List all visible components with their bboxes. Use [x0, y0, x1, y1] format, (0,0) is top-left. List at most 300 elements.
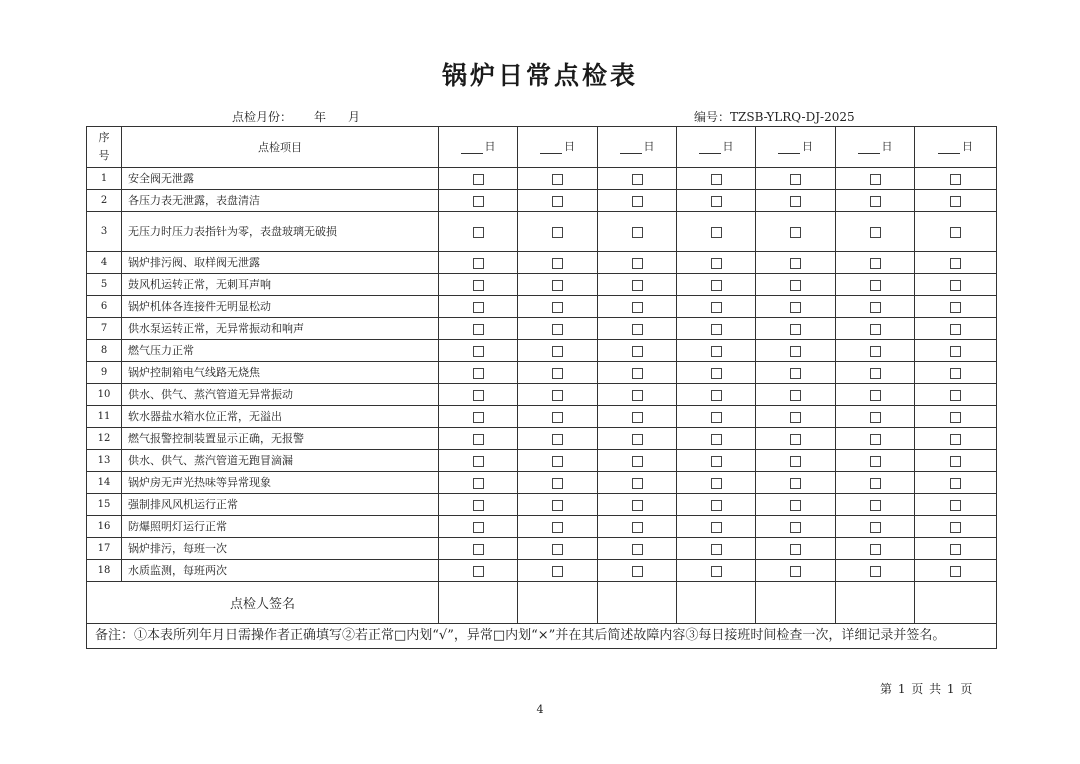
day-column-header: [518, 127, 598, 168]
day-check-cell: [756, 362, 836, 384]
checkbox-icon[interactable]: [790, 544, 801, 555]
day-check-cell: [836, 516, 915, 538]
checkbox-icon[interactable]: [950, 500, 961, 511]
form-code: [694, 108, 855, 125]
month-label: 点检月份：: [232, 110, 293, 124]
checkbox-icon[interactable]: [950, 258, 961, 269]
day-unit: 日: [881, 139, 893, 153]
checkbox-icon[interactable]: [870, 566, 881, 577]
day-check-cell: [518, 472, 598, 494]
day-check-cell: [598, 274, 677, 296]
day-check-cell: [518, 190, 598, 212]
day-check-cell: [439, 190, 518, 212]
checkbox-icon[interactable]: [711, 522, 722, 533]
checkbox-icon[interactable]: [711, 258, 722, 269]
checkbox-icon[interactable]: [632, 227, 643, 238]
check-item: 强制排风风机运行正常: [122, 494, 439, 516]
checkbox-icon[interactable]: [790, 258, 801, 269]
day-check-cell: [756, 472, 836, 494]
day-check-cell: [439, 318, 518, 340]
day-check-cell: [836, 428, 915, 450]
checkbox-icon[interactable]: [552, 544, 563, 555]
day-check-cell: [915, 296, 997, 318]
table-row: [87, 340, 997, 362]
table-row: [87, 318, 997, 340]
table-row: [87, 560, 997, 582]
checkbox-icon[interactable]: [711, 544, 722, 555]
item-header: 点检项目: [122, 127, 439, 168]
row-number: 1: [87, 168, 122, 190]
day-check-cell: [915, 538, 997, 560]
row-number: 12: [87, 428, 122, 450]
checkbox-icon[interactable]: [632, 368, 643, 379]
checkbox-icon[interactable]: [790, 196, 801, 207]
day-check-cell: [518, 212, 598, 252]
checkbox-icon[interactable]: [632, 544, 643, 555]
day-check-cell: [598, 494, 677, 516]
check-item: 锅炉排污，每班一次: [122, 538, 439, 560]
checkbox-icon[interactable]: [711, 434, 722, 445]
day-check-cell: [677, 560, 756, 582]
checkbox-icon[interactable]: [632, 390, 643, 401]
table-row: [87, 212, 997, 252]
day-check-cell: [677, 538, 756, 560]
day-blank-line[interactable]: [858, 143, 880, 154]
table-row: [87, 494, 997, 516]
day-blank-line[interactable]: [778, 143, 800, 154]
day-check-cell: [439, 362, 518, 384]
signature-cell[interactable]: [439, 582, 518, 624]
row-number: 13: [87, 450, 122, 472]
day-check-cell: [598, 428, 677, 450]
day-check-cell: [677, 274, 756, 296]
checkbox-icon[interactable]: [473, 280, 484, 291]
checkbox-icon[interactable]: [473, 544, 484, 555]
checkbox-icon[interactable]: [870, 258, 881, 269]
checkbox-icon[interactable]: [950, 434, 961, 445]
check-item: 防爆照明灯运行正常: [122, 516, 439, 538]
checkbox-icon[interactable]: [632, 412, 643, 423]
row-number: 6: [87, 296, 122, 318]
check-item: 锅炉房无声光热味等异常现象: [122, 472, 439, 494]
signature-label: 点检人签名: [87, 582, 439, 624]
checkbox-icon[interactable]: [552, 174, 563, 185]
checkbox-icon[interactable]: [790, 174, 801, 185]
checkbox-icon[interactable]: [790, 500, 801, 511]
table-row: [87, 472, 997, 494]
checkbox-icon[interactable]: [870, 280, 881, 291]
checkbox-icon[interactable]: [790, 566, 801, 577]
checkbox-icon[interactable]: [473, 324, 484, 335]
checkbox-icon[interactable]: [552, 456, 563, 467]
table-row: [87, 406, 997, 428]
checkbox-icon[interactable]: [790, 456, 801, 467]
checkbox-icon[interactable]: [711, 500, 722, 511]
table-row: [87, 384, 997, 406]
check-item: 软水器盐水箱水位正常，无溢出: [122, 406, 439, 428]
day-check-cell: [518, 560, 598, 582]
checkbox-icon[interactable]: [632, 280, 643, 291]
day-check-cell: [598, 472, 677, 494]
checkbox-icon[interactable]: [632, 456, 643, 467]
day-check-cell: [756, 296, 836, 318]
day-check-cell: [915, 384, 997, 406]
day-check-cell: [677, 384, 756, 406]
day-check-cell: [915, 472, 997, 494]
day-check-cell: [518, 318, 598, 340]
row-number: 10: [87, 384, 122, 406]
day-check-cell: [677, 428, 756, 450]
day-check-cell: [756, 450, 836, 472]
checkbox-icon[interactable]: [950, 196, 961, 207]
checkbox-icon[interactable]: [870, 346, 881, 357]
checkbox-icon[interactable]: [552, 258, 563, 269]
checkbox-icon[interactable]: [711, 227, 722, 238]
checkbox-icon[interactable]: [552, 522, 563, 533]
day-check-cell: [677, 516, 756, 538]
checkbox-icon[interactable]: [790, 227, 801, 238]
checkbox-icon[interactable]: [552, 500, 563, 511]
day-column-header: [598, 127, 677, 168]
checkbox-icon[interactable]: [552, 478, 563, 489]
check-item: 安全阀无泄露: [122, 168, 439, 190]
checkbox-icon[interactable]: [473, 522, 484, 533]
day-check-cell: [598, 516, 677, 538]
checkbox-icon[interactable]: [473, 566, 484, 577]
checkbox-icon[interactable]: [552, 390, 563, 401]
day-check-cell: [518, 168, 598, 190]
table-row: [87, 450, 997, 472]
day-blank-line[interactable]: [699, 143, 721, 154]
day-check-cell: [598, 406, 677, 428]
day-check-cell: [439, 252, 518, 274]
checkbox-icon[interactable]: [790, 478, 801, 489]
day-check-cell: [915, 450, 997, 472]
checkbox-icon[interactable]: [632, 566, 643, 577]
checkbox-icon[interactable]: [473, 434, 484, 445]
day-check-cell: [598, 296, 677, 318]
row-number: 16: [87, 516, 122, 538]
table-row: [87, 296, 997, 318]
checkbox-icon[interactable]: [552, 302, 563, 313]
checkbox-icon[interactable]: [632, 324, 643, 335]
checkbox-icon[interactable]: [473, 196, 484, 207]
row-number: 17: [87, 538, 122, 560]
checkbox-icon[interactable]: [950, 324, 961, 335]
day-check-cell: [439, 384, 518, 406]
day-check-cell: [439, 296, 518, 318]
checkbox-icon[interactable]: [711, 478, 722, 489]
checkbox-icon[interactable]: [632, 258, 643, 269]
table-row: [87, 516, 997, 538]
code-label: 编号：: [694, 110, 731, 124]
checkbox-icon[interactable]: [950, 302, 961, 313]
checkbox-icon[interactable]: [711, 196, 722, 207]
day-check-cell: [915, 362, 997, 384]
seq-header: [87, 127, 122, 168]
checkbox-icon[interactable]: [473, 302, 484, 313]
check-item: 鼓风机运转正常，无刺耳声响: [122, 274, 439, 296]
remarks-note: 备注：①本表所列年月日需操作者正确填写②若正常□内划“√”，异常□内划“×”并在其后简述故障内容③每日接班时间检查一次，详细记录并签名。: [87, 624, 997, 649]
day-check-cell: [439, 340, 518, 362]
day-check-cell: [518, 494, 598, 516]
checkbox-icon[interactable]: [950, 544, 961, 555]
checkbox-icon[interactable]: [632, 500, 643, 511]
checkbox-icon[interactable]: [870, 544, 881, 555]
checkbox-icon[interactable]: [711, 280, 722, 291]
day-blank-line[interactable]: [461, 143, 483, 154]
checkbox-icon[interactable]: [870, 390, 881, 401]
checkbox-icon[interactable]: [473, 390, 484, 401]
checkbox-icon[interactable]: [711, 412, 722, 423]
day-check-cell: [756, 190, 836, 212]
day-check-cell: [677, 362, 756, 384]
checkbox-icon[interactable]: [790, 280, 801, 291]
day-check-cell: [439, 406, 518, 428]
day-unit: 日: [722, 139, 734, 153]
row-number: 3: [87, 212, 122, 252]
year-unit: 年: [314, 110, 327, 124]
day-column-header: [756, 127, 836, 168]
checkbox-icon[interactable]: [870, 522, 881, 533]
checkbox-icon[interactable]: [790, 302, 801, 313]
day-check-cell: [915, 168, 997, 190]
checkbox-icon[interactable]: [552, 196, 563, 207]
day-check-cell: [915, 428, 997, 450]
day-check-cell: [439, 274, 518, 296]
checkbox-icon[interactable]: [711, 456, 722, 467]
checkbox-icon[interactable]: [870, 227, 881, 238]
checkbox-icon[interactable]: [711, 324, 722, 335]
check-item: 无压力时压力表指针为零，表盘玻璃无破损: [122, 212, 439, 252]
day-check-cell: [756, 274, 836, 296]
signature-cell[interactable]: [915, 582, 997, 624]
checkbox-icon[interactable]: [473, 174, 484, 185]
day-blank-line[interactable]: [620, 143, 642, 154]
day-check-cell: [915, 318, 997, 340]
day-blank-line[interactable]: [540, 143, 562, 154]
day-check-cell: [756, 516, 836, 538]
checkbox-icon[interactable]: [950, 174, 961, 185]
signature-cell[interactable]: [756, 582, 836, 624]
checkbox-icon[interactable]: [790, 368, 801, 379]
checkbox-icon[interactable]: [632, 174, 643, 185]
checkbox-icon[interactable]: [711, 390, 722, 401]
day-check-cell: [677, 252, 756, 274]
day-column-header: [439, 127, 518, 168]
checkbox-icon[interactable]: [632, 302, 643, 313]
checkbox-icon[interactable]: [711, 346, 722, 357]
check-item: 锅炉控制箱电气线路无烧焦: [122, 362, 439, 384]
checkbox-icon[interactable]: [552, 566, 563, 577]
day-check-cell: [756, 212, 836, 252]
table-row: [87, 538, 997, 560]
checkbox-icon[interactable]: [950, 456, 961, 467]
checkbox-icon[interactable]: [473, 368, 484, 379]
checkbox-icon[interactable]: [473, 456, 484, 467]
day-check-cell: [756, 168, 836, 190]
day-check-cell: [518, 428, 598, 450]
checkbox-icon[interactable]: [552, 434, 563, 445]
checkbox-icon[interactable]: [950, 227, 961, 238]
check-item: 燃气报警控制装置显示正确，无报警: [122, 428, 439, 450]
day-check-cell: [439, 516, 518, 538]
day-check-cell: [439, 560, 518, 582]
form-title: 锅炉日常点检表: [441, 61, 638, 90]
checkbox-icon[interactable]: [552, 412, 563, 423]
table-row: [87, 362, 997, 384]
day-check-cell: [677, 340, 756, 362]
day-check-cell: [518, 450, 598, 472]
checkbox-icon[interactable]: [950, 368, 961, 379]
day-check-cell: [756, 384, 836, 406]
checkbox-icon[interactable]: [473, 227, 484, 238]
checkbox-icon[interactable]: [950, 280, 961, 291]
day-check-cell: [836, 318, 915, 340]
day-check-cell: [598, 190, 677, 212]
checkbox-icon[interactable]: [870, 302, 881, 313]
day-check-cell: [518, 384, 598, 406]
checkbox-icon[interactable]: [870, 196, 881, 207]
day-check-cell: [598, 384, 677, 406]
day-check-cell: [915, 560, 997, 582]
checkbox-icon[interactable]: [870, 412, 881, 423]
day-check-cell: [836, 168, 915, 190]
row-number: 15: [87, 494, 122, 516]
day-check-cell: [439, 472, 518, 494]
day-check-cell: [518, 516, 598, 538]
checkbox-icon[interactable]: [473, 346, 484, 357]
checkbox-icon[interactable]: [711, 302, 722, 313]
row-number: 9: [87, 362, 122, 384]
day-check-cell: [518, 340, 598, 362]
checkbox-icon[interactable]: [790, 346, 801, 357]
day-check-cell: [677, 318, 756, 340]
checkbox-icon[interactable]: [632, 522, 643, 533]
signature-cell[interactable]: [677, 582, 756, 624]
checkbox-icon[interactable]: [473, 258, 484, 269]
check-item: 供水泵运转正常，无异常振动和响声: [122, 318, 439, 340]
day-column-header: [836, 127, 915, 168]
checkbox-icon[interactable]: [473, 500, 484, 511]
signature-cell[interactable]: [836, 582, 915, 624]
checkbox-icon[interactable]: [711, 368, 722, 379]
checkbox-icon[interactable]: [790, 390, 801, 401]
checkbox-icon[interactable]: [790, 522, 801, 533]
day-check-cell: [836, 212, 915, 252]
checkbox-icon[interactable]: [950, 522, 961, 533]
day-check-cell: [915, 252, 997, 274]
checkbox-icon[interactable]: [870, 324, 881, 335]
checkbox-icon[interactable]: [870, 434, 881, 445]
checkbox-icon[interactable]: [870, 174, 881, 185]
day-check-cell: [915, 406, 997, 428]
day-check-cell: [756, 538, 836, 560]
day-column-header: [677, 127, 756, 168]
checkbox-icon[interactable]: [711, 566, 722, 577]
checkbox-icon[interactable]: [870, 500, 881, 511]
day-check-cell: [756, 406, 836, 428]
day-unit: 日: [802, 139, 813, 153]
checkbox-icon[interactable]: [632, 196, 643, 207]
day-check-cell: [756, 340, 836, 362]
checkbox-icon[interactable]: [790, 324, 801, 335]
checkbox-icon[interactable]: [632, 478, 643, 489]
checkbox-icon[interactable]: [790, 434, 801, 445]
day-check-cell: [439, 494, 518, 516]
checkbox-icon[interactable]: [552, 324, 563, 335]
day-check-cell: [598, 450, 677, 472]
check-item: 供水、供气、蒸汽管道无异常振动: [122, 384, 439, 406]
checkbox-icon[interactable]: [950, 478, 961, 489]
day-check-cell: [518, 296, 598, 318]
checkbox-icon[interactable]: [870, 478, 881, 489]
checkbox-icon[interactable]: [552, 227, 563, 238]
row-number: 14: [87, 472, 122, 494]
check-item: 供水、供气、蒸汽管道无跑冒滴漏: [122, 450, 439, 472]
checkbox-icon[interactable]: [950, 566, 961, 577]
day-unit: 日: [643, 139, 655, 153]
day-check-cell: [756, 428, 836, 450]
day-check-cell: [598, 168, 677, 190]
day-blank-line[interactable]: [938, 143, 960, 154]
day-check-cell: [518, 252, 598, 274]
inspection-table: [86, 126, 997, 649]
checkbox-icon[interactable]: [632, 346, 643, 357]
check-item: 锅炉机体各连接件无明显松动: [122, 296, 439, 318]
day-check-cell: [756, 318, 836, 340]
check-item: 锅炉排污阀、取样阀无泄露: [122, 252, 439, 274]
checkbox-icon[interactable]: [473, 412, 484, 423]
checkbox-icon[interactable]: [473, 478, 484, 489]
day-check-cell: [836, 538, 915, 560]
checkbox-icon[interactable]: [711, 174, 722, 185]
checkbox-icon[interactable]: [950, 412, 961, 423]
day-check-cell: [439, 212, 518, 252]
checkbox-icon[interactable]: [950, 346, 961, 357]
checkbox-icon[interactable]: [552, 346, 563, 357]
day-check-cell: [915, 274, 997, 296]
day-check-cell: [836, 384, 915, 406]
table-row: [87, 428, 997, 450]
day-check-cell: [518, 362, 598, 384]
checkbox-icon[interactable]: [870, 456, 881, 467]
row-number: 7: [87, 318, 122, 340]
month-unit: 月: [348, 110, 361, 124]
signature-cell[interactable]: [598, 582, 677, 624]
checkbox-icon[interactable]: [870, 368, 881, 379]
day-unit: 日: [962, 139, 973, 153]
checkbox-icon[interactable]: [790, 412, 801, 423]
signature-cell[interactable]: [518, 582, 598, 624]
checkbox-icon[interactable]: [632, 434, 643, 445]
checkbox-icon[interactable]: [552, 280, 563, 291]
day-check-cell: [836, 450, 915, 472]
day-check-cell: [836, 362, 915, 384]
day-check-cell: [836, 340, 915, 362]
day-check-cell: [677, 494, 756, 516]
page-indicator: 第 1 页 共 1 页: [880, 682, 974, 696]
day-check-cell: [518, 406, 598, 428]
day-check-cell: [836, 190, 915, 212]
day-check-cell: [598, 252, 677, 274]
checkbox-icon[interactable]: [552, 368, 563, 379]
day-unit: 日: [564, 139, 575, 153]
day-check-cell: [836, 494, 915, 516]
checkbox-icon[interactable]: [950, 390, 961, 401]
day-check-cell: [915, 212, 997, 252]
day-check-cell: [915, 516, 997, 538]
